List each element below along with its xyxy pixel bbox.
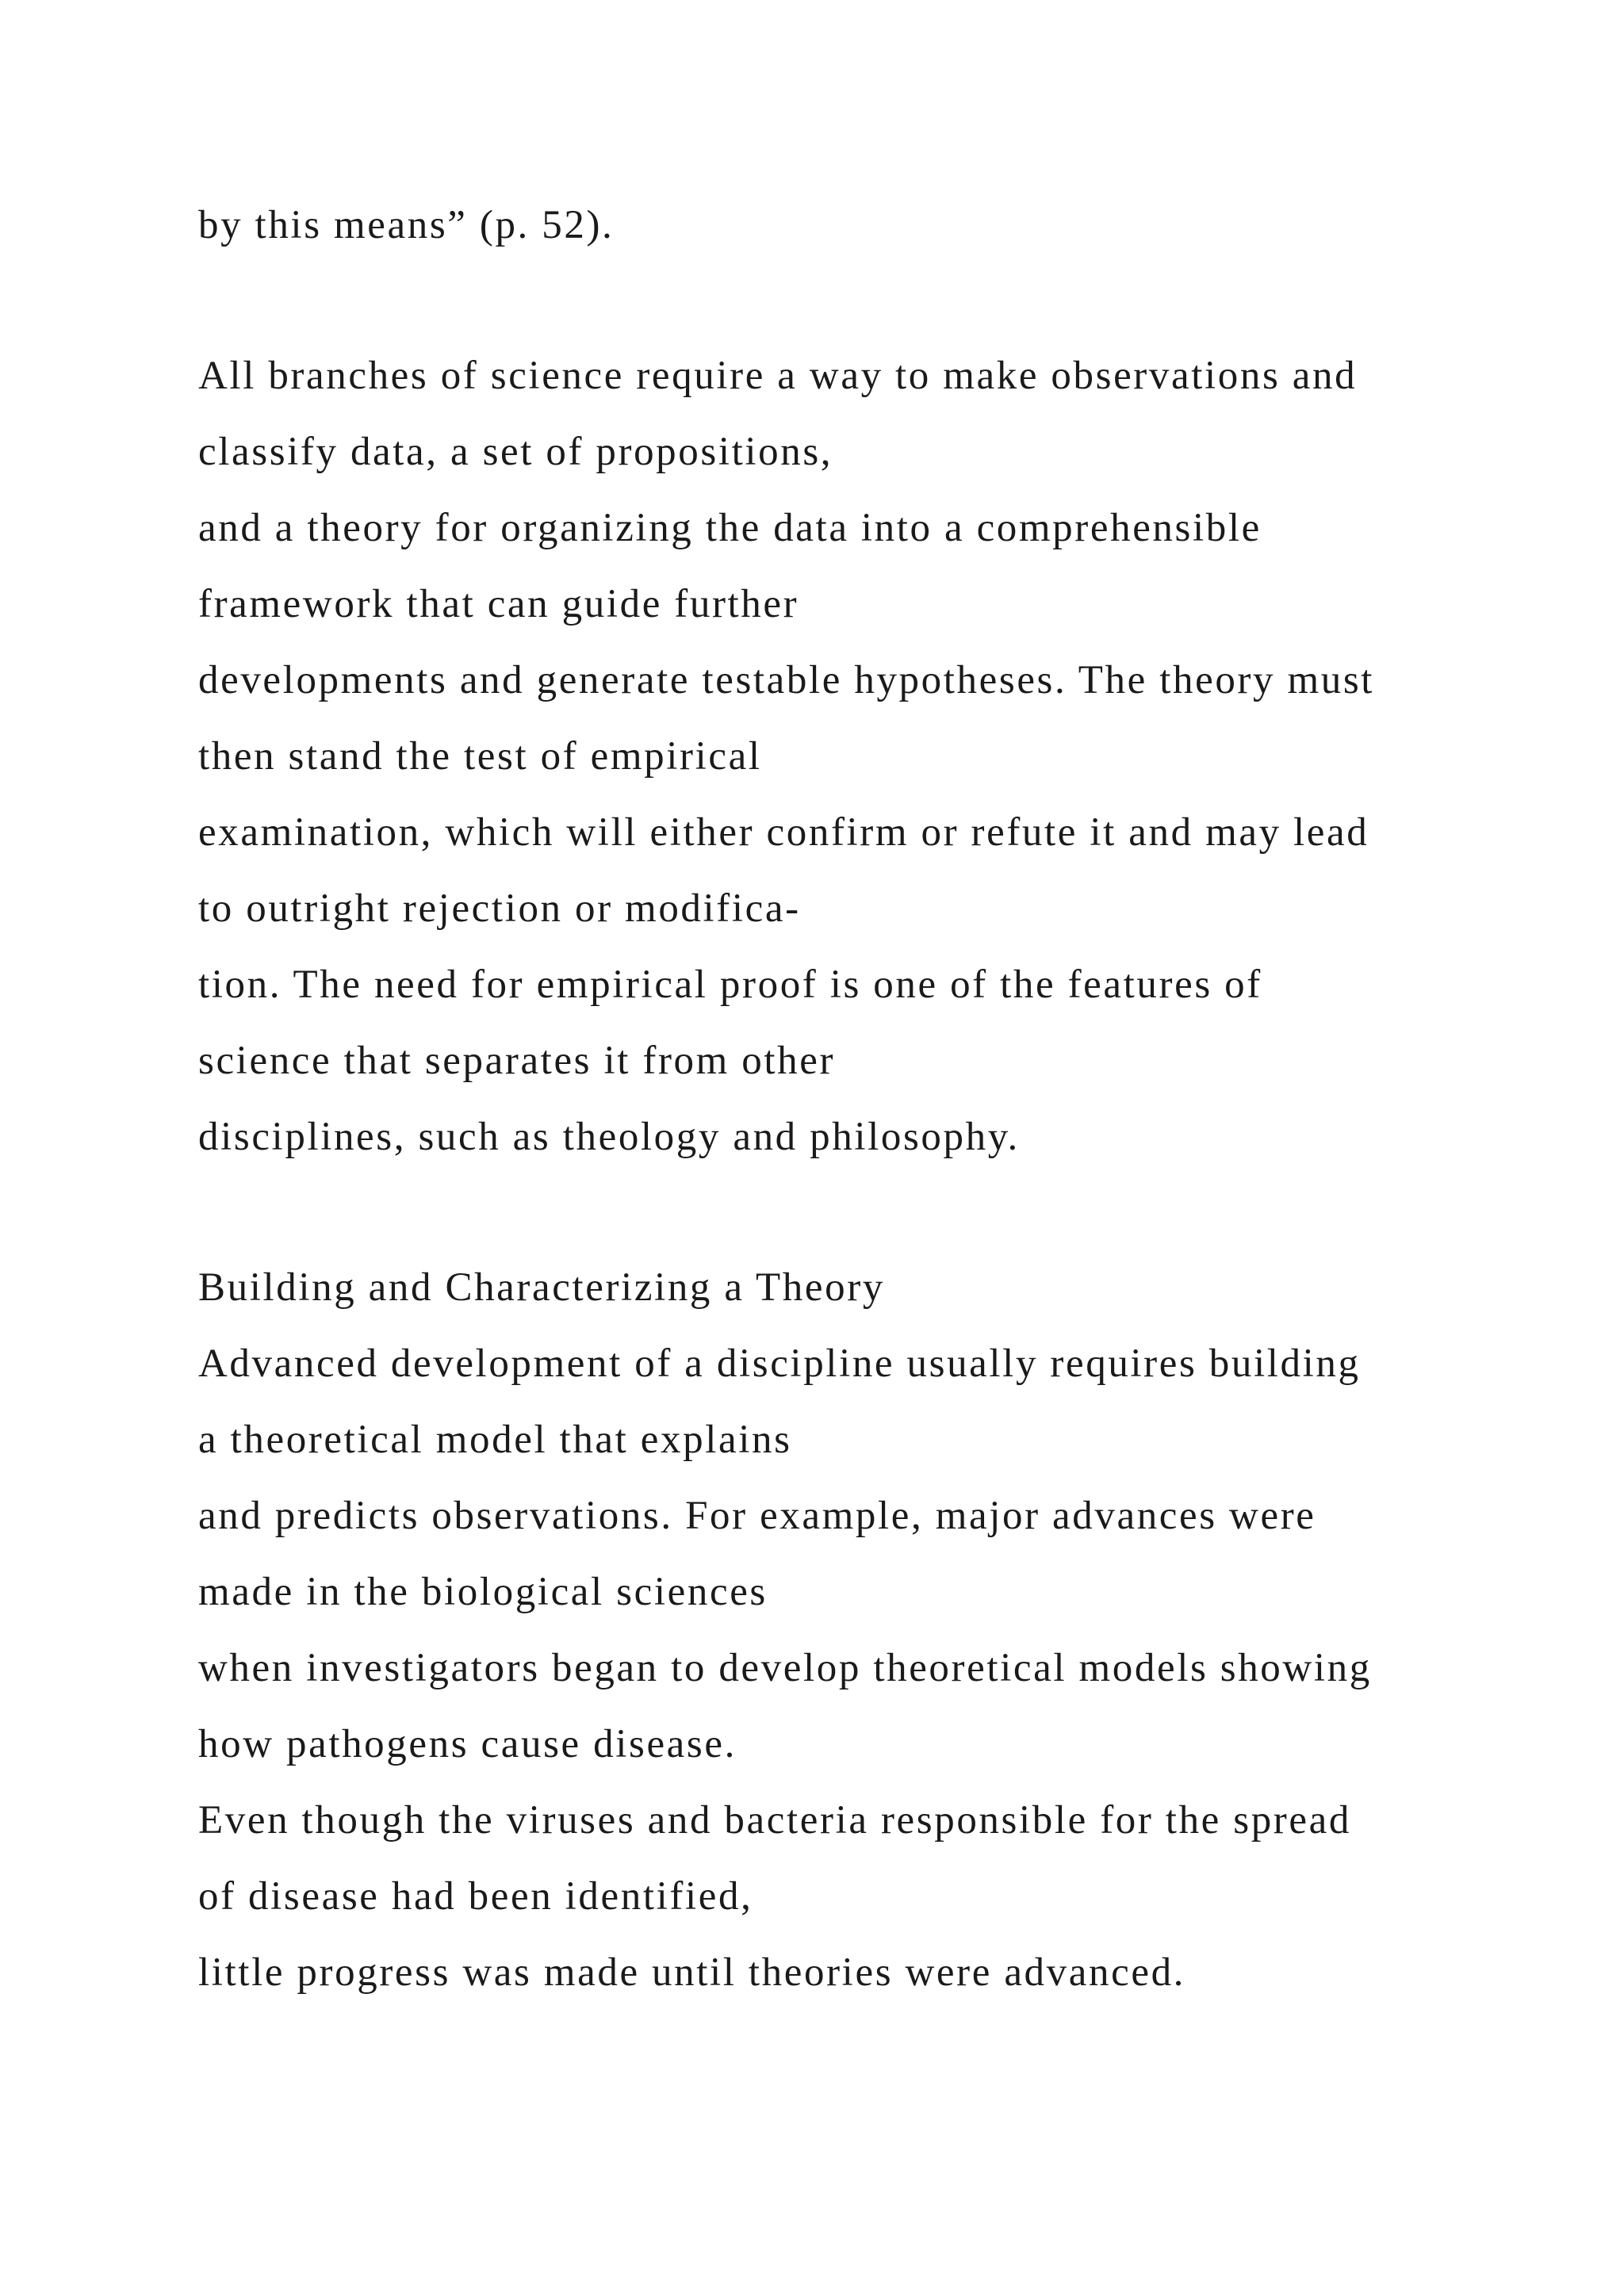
text-line: of disease had been identified,: [198, 1874, 753, 1919]
text-line: and a theory for organizing the data into a comprehensible: [198, 506, 1262, 550]
text-line: developments and generate testable hypotheses. The theory must: [198, 658, 1375, 702]
text-line: Even though the viruses and bacteria responsible for the spread: [198, 1798, 1351, 1843]
text-line: when investigators began to develop theoretical models showing: [198, 1646, 1372, 1690]
text-line: to outright rejection or modifica-: [198, 886, 801, 931]
text-line: by this means” (p. 52).: [198, 203, 615, 247]
text-line: then stand the test of empirical: [198, 734, 762, 779]
text-line: framework that can guide further: [198, 582, 799, 626]
text-line: All branches of science require a way to make observations and: [198, 354, 1358, 398]
text-line: Advanced development of a discipline usually requires building: [198, 1341, 1361, 1386]
text-line: science that separates it from other: [198, 1039, 836, 1083]
text-line: tion. The need for empirical proof is one of the features of: [198, 962, 1262, 1007]
text-line: made in the biological sciences: [198, 1570, 768, 1614]
text-line: classify data, a set of propositions,: [198, 430, 833, 474]
text-line: how pathogens cause disease.: [198, 1722, 737, 1766]
text-line: and predicts observations. For example, major advances were: [198, 1494, 1316, 1538]
text-line: examination, which will either confirm or refute it and may lead: [198, 810, 1369, 855]
text-line: disciplines, such as theology and philosophy.: [198, 1115, 1020, 1159]
text-line: a theoretical model that explains: [198, 1418, 792, 1462]
text-line: little progress was made until theories were advanced.: [198, 1950, 1186, 1995]
section-heading: Building and Characterizing a Theory: [198, 1265, 885, 1310]
